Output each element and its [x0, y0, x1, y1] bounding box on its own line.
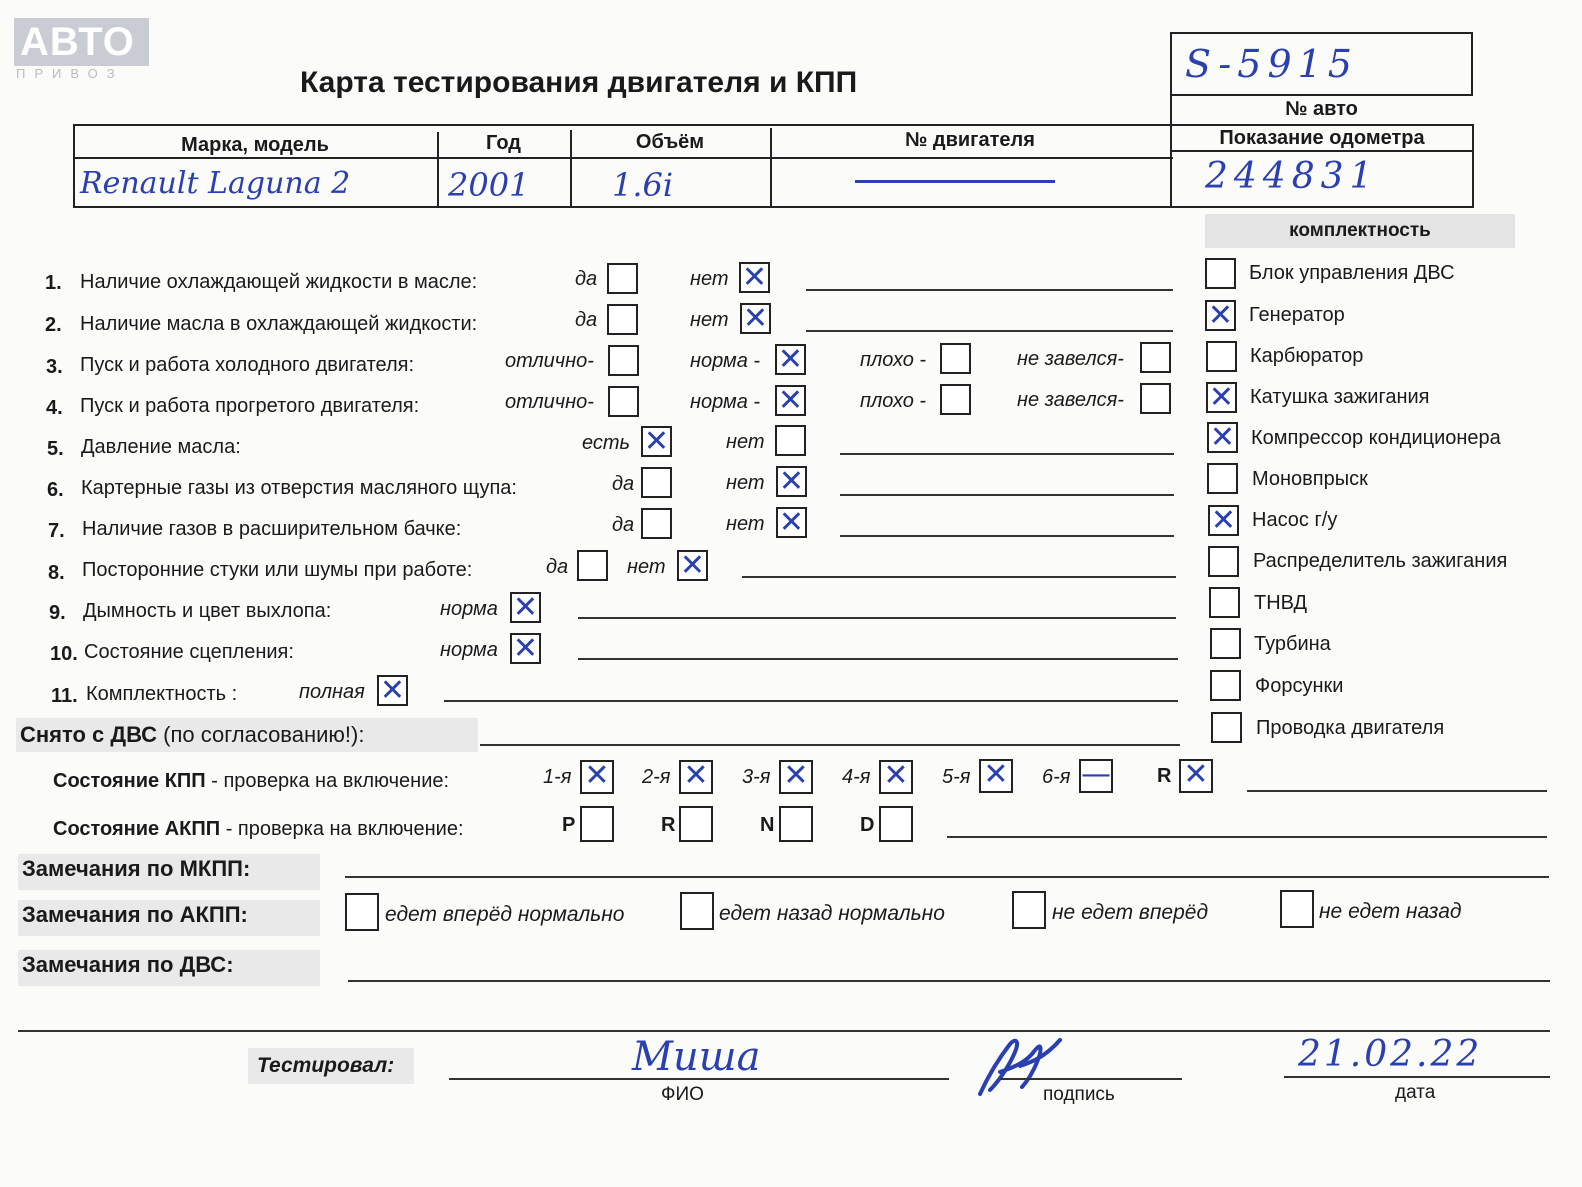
- gear-checkbox-checked[interactable]: ✕: [1179, 759, 1213, 793]
- akpp-option-checkbox[interactable]: [345, 893, 379, 931]
- component-label: Моновпрыск: [1252, 468, 1368, 490]
- option-label: нет: [726, 431, 765, 453]
- checkbox[interactable]: [577, 550, 608, 581]
- removed-label: [20, 722, 364, 748]
- remarks-dvs-line: [348, 980, 1550, 982]
- date-caption: дата: [1395, 1082, 1436, 1103]
- component-checkbox-checked[interactable]: ✕: [1205, 300, 1236, 331]
- checkbox[interactable]: [641, 508, 672, 539]
- component-checkbox-checked[interactable]: ✕: [1207, 422, 1238, 453]
- question-number: 5.: [47, 438, 64, 460]
- volume-label: Объём: [635, 131, 705, 153]
- component-checkbox-checked[interactable]: ✕: [1208, 505, 1239, 536]
- mode-label: D: [860, 814, 875, 836]
- checkbox-checked[interactable]: ✕: [510, 633, 541, 664]
- checkbox[interactable]: [607, 304, 638, 335]
- year-label: Год: [486, 132, 521, 154]
- gear-label: 5-я: [942, 766, 971, 788]
- checkbox[interactable]: [1140, 383, 1171, 414]
- akpp-option-label: едет вперёд нормально: [385, 903, 625, 926]
- date-value: 21.02.22: [1298, 1034, 1483, 1075]
- question-text: Состояние сцепления:: [84, 641, 294, 663]
- comment-line: [806, 330, 1173, 332]
- checkbox-checked[interactable]: ✕: [740, 303, 771, 334]
- comment-line: [840, 535, 1174, 537]
- checkbox-checked[interactable]: ✕: [775, 344, 806, 375]
- component-label: Насос г/у: [1252, 509, 1338, 531]
- option-label: нет: [690, 268, 729, 290]
- gear-label: R: [1157, 765, 1172, 787]
- brand-logo: АВТО: [14, 18, 149, 66]
- component-label: Блок управления ДВС: [1249, 262, 1455, 284]
- removed-label-rest: (по согласованию!):: [163, 722, 365, 747]
- checkbox[interactable]: [608, 345, 639, 376]
- mode-checkbox[interactable]: [879, 806, 913, 842]
- option-label: отлично-: [505, 391, 594, 413]
- comment-line: [578, 658, 1178, 660]
- option-label: плохо -: [860, 349, 927, 371]
- akpp-option-checkbox[interactable]: [1280, 890, 1314, 928]
- question-number: 4.: [46, 397, 63, 419]
- completeness-title: комплектность: [1289, 220, 1431, 241]
- brand-logo-subtitle: ПРИВОЗ: [16, 66, 124, 81]
- engine-number-label: № двигателя: [905, 129, 1035, 151]
- component-label: Катушка зажигания: [1250, 386, 1430, 408]
- component-checkbox[interactable]: [1205, 258, 1236, 289]
- mode-checkbox[interactable]: [779, 806, 813, 842]
- question-text: Посторонние стуки или шумы при работе:: [82, 559, 473, 581]
- gear-label: 4-я: [842, 766, 871, 788]
- component-label: Карбюратор: [1250, 345, 1364, 367]
- component-label: ТНВД: [1254, 592, 1308, 614]
- header-table-divider: [73, 157, 1173, 159]
- year-value: 2001: [448, 166, 530, 204]
- tester-name: Миша: [632, 1034, 761, 1080]
- kpp-label: [53, 770, 449, 793]
- checkbox[interactable]: [641, 467, 672, 498]
- option-label: норма: [440, 639, 498, 661]
- gear-label: 1-я: [543, 766, 572, 788]
- question-text: Пуск и работа холодного двигателя:: [80, 354, 415, 376]
- option-label: да: [546, 556, 569, 578]
- kpp-label-bold: Состояние КПП: [53, 770, 206, 792]
- question-number: 11.: [51, 685, 78, 707]
- checkbox-checked[interactable]: ✕: [677, 550, 708, 581]
- name-caption: ФИО: [661, 1084, 704, 1105]
- tested-by-label: Тестировал:: [257, 1054, 395, 1077]
- component-label: Проводка двигателя: [1256, 717, 1445, 739]
- question-text: Наличие газов в расширительном бачке:: [82, 518, 462, 540]
- option-label: норма: [440, 598, 498, 620]
- gear-label: 3-я: [742, 766, 771, 788]
- make-model-value: Renault Laguna 2: [80, 166, 351, 201]
- page-title: Карта тестирования двигателя и КПП: [300, 66, 858, 99]
- component-checkbox[interactable]: [1207, 463, 1238, 494]
- option-label: отлично-: [505, 350, 594, 372]
- component-checkbox[interactable]: [1209, 587, 1240, 618]
- mode-label: R: [661, 814, 676, 836]
- option-label: полная: [299, 681, 365, 703]
- checkbox-checked[interactable]: ✕: [641, 426, 672, 457]
- mode-checkbox[interactable]: [580, 806, 614, 842]
- kpp-comment-line: [1247, 790, 1547, 792]
- akpp-option-label: едет назад нормально: [719, 902, 945, 925]
- component-label: Компрессор кондиционера: [1251, 427, 1501, 449]
- comment-line: [578, 617, 1176, 619]
- comment-line: [742, 576, 1176, 578]
- header-table-divider: [1170, 150, 1474, 152]
- make-model-label: Марка, модель: [181, 134, 329, 156]
- comment-line: [840, 453, 1174, 455]
- question-text: Пуск и работа прогретого двигателя:: [80, 395, 420, 417]
- option-label: да: [575, 309, 598, 331]
- question-text: Картерные газы из отверстия масляного щупа:: [81, 477, 517, 499]
- option-label: да: [575, 268, 598, 290]
- option-label: нет: [726, 513, 765, 535]
- akpp-option-label: не едет назад: [1319, 900, 1462, 923]
- akpp-label: [53, 818, 464, 841]
- component-label: Генератор: [1249, 304, 1345, 326]
- volume-value: 1.6i: [612, 166, 674, 204]
- component-label: Распределитель зажигания: [1253, 550, 1508, 572]
- comment-line: [806, 289, 1173, 291]
- remarks-mkpp-line: [345, 876, 1549, 878]
- engine-number-dash: [855, 180, 1055, 183]
- remarks-dvs-line-2: [18, 1030, 1550, 1032]
- question-text: Наличие охлаждающей жидкости в масле:: [80, 271, 478, 293]
- gear-label: 6-я: [1042, 766, 1071, 788]
- remarks-akpp-label: Замечания по АКПП:: [18, 900, 320, 936]
- component-checkbox-checked[interactable]: ✕: [1206, 382, 1237, 413]
- option-label: не завелся-: [1017, 389, 1124, 411]
- auto-number-label: № авто: [1285, 98, 1358, 120]
- date-line: [1284, 1076, 1550, 1078]
- question-text: Наличие масла в охлаждающей жидкости:: [80, 313, 478, 335]
- name-line: [449, 1078, 949, 1080]
- odometer-label: Показание одометра: [1219, 127, 1425, 149]
- option-label: нет: [726, 472, 765, 494]
- question-number: 7.: [48, 520, 65, 542]
- checkbox[interactable]: [1140, 342, 1171, 373]
- mode-label: N: [760, 814, 775, 836]
- comment-line: [444, 700, 1178, 702]
- checkbox[interactable]: [608, 386, 639, 417]
- option-label: норма -: [690, 350, 761, 372]
- signature-caption: подпись: [1043, 1084, 1115, 1105]
- checkbox[interactable]: [775, 425, 806, 456]
- option-label: да: [612, 473, 635, 495]
- question-text: Комплектность :: [86, 683, 238, 705]
- component-checkbox[interactable]: [1210, 670, 1241, 701]
- gear-label: 2-я: [642, 766, 671, 788]
- gear-checkbox-dash[interactable]: —: [1081, 757, 1111, 792]
- akpp-comment-line: [947, 836, 1547, 838]
- question-number: 2.: [45, 314, 62, 336]
- component-checkbox[interactable]: [1208, 546, 1239, 577]
- gear-checkbox-checked[interactable]: ✕: [879, 760, 913, 794]
- akpp-option-checkbox[interactable]: [680, 892, 714, 930]
- question-number: 1.: [45, 272, 62, 294]
- gear-checkbox-checked[interactable]: ✕: [580, 760, 614, 794]
- signature-line: [1000, 1078, 1182, 1080]
- removed-line: [480, 744, 1180, 746]
- mode-label: P: [562, 814, 576, 836]
- option-label: есть: [582, 432, 631, 454]
- akpp-label-bold: Состояние АКПП: [53, 818, 221, 840]
- akpp-option-checkbox[interactable]: [1012, 891, 1046, 929]
- remarks-dvs-label: Замечания по ДВС:: [18, 950, 320, 986]
- gear-checkbox-checked[interactable]: ✕: [779, 760, 813, 794]
- checkbox[interactable]: [940, 343, 971, 374]
- odometer-value: 244831: [1205, 156, 1379, 197]
- checkbox-checked[interactable]: ✕: [776, 507, 807, 538]
- component-checkbox[interactable]: [1211, 712, 1242, 743]
- option-label: норма -: [690, 391, 761, 413]
- stock-number-value: S-5915: [1185, 42, 1358, 86]
- gear-checkbox-checked[interactable]: ✕: [679, 760, 713, 794]
- question-number: 3.: [46, 356, 63, 378]
- comment-line: [840, 494, 1174, 496]
- option-label: нет: [690, 309, 729, 331]
- question-number: 9.: [49, 602, 66, 624]
- option-label: нет: [627, 556, 666, 578]
- option-label: плохо -: [860, 390, 927, 412]
- checkbox-checked[interactable]: ✕: [775, 385, 806, 416]
- option-label: да: [612, 514, 635, 536]
- question-number: 6.: [47, 479, 64, 501]
- checkbox-checked[interactable]: ✕: [739, 262, 770, 293]
- component-label: Турбина: [1254, 633, 1331, 655]
- component-checkbox[interactable]: [1206, 341, 1237, 372]
- checkbox-checked[interactable]: ✕: [776, 466, 807, 497]
- option-label: не завелся-: [1017, 348, 1124, 370]
- header-table-vline: [1170, 96, 1172, 208]
- component-checkbox[interactable]: [1210, 628, 1241, 659]
- remarks-mkpp-label: Замечания по МКПП:: [18, 854, 320, 890]
- question-number: 10.: [50, 643, 78, 665]
- gear-checkbox-checked[interactable]: ✕: [979, 759, 1013, 793]
- checkbox[interactable]: [940, 384, 971, 415]
- question-text: Дымность и цвет выхлопа:: [83, 600, 332, 622]
- checkbox[interactable]: [607, 263, 638, 294]
- akpp-label-rest: - проверка на включение:: [220, 818, 464, 840]
- question-text: Давление масла:: [81, 436, 241, 458]
- checkbox-checked[interactable]: ✕: [377, 675, 408, 706]
- checkbox-checked[interactable]: ✕: [510, 592, 541, 623]
- removed-label-bold: Снято с ДВС: [20, 722, 158, 747]
- akpp-option-label: не едет вперёд: [1052, 901, 1209, 924]
- component-label: Форсунки: [1255, 675, 1344, 697]
- kpp-label-rest: - проверка на включение:: [205, 770, 450, 792]
- mode-checkbox[interactable]: [679, 806, 713, 842]
- question-number: 8.: [48, 562, 65, 584]
